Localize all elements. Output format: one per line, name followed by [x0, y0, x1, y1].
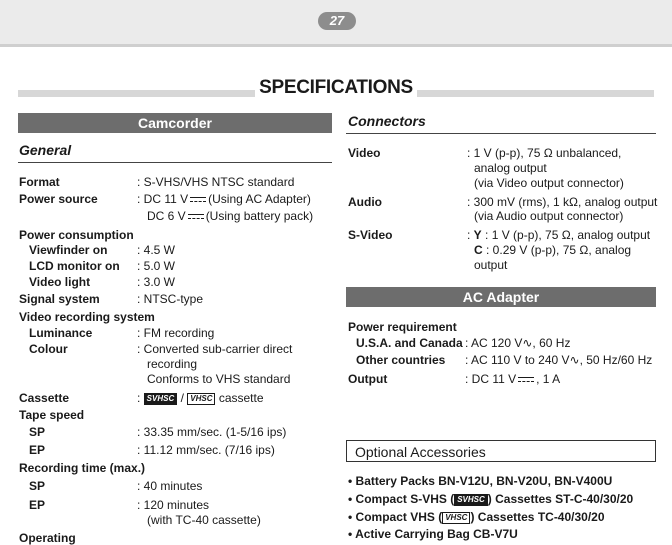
general-rule	[18, 162, 332, 163]
format-label: Format	[19, 175, 60, 189]
svhs-c-logo: SVHSC	[144, 393, 178, 405]
cassette-value: : SVHSC / VHSC cassette	[137, 391, 264, 405]
connectors-heading: Connectors	[348, 113, 426, 129]
page-title: SPECIFICATIONS	[0, 77, 672, 99]
colour-value-3: Conforms to VHS standard	[147, 372, 291, 386]
sp2-label: SP	[29, 479, 46, 493]
power-source-value-1: : DC 11 V (Using AC Adapter)	[137, 192, 311, 206]
sp2-value: : 40 minutes	[137, 479, 203, 493]
usa-label: U.S.A. and Canada	[356, 336, 463, 350]
vhs-c-logo: VHSC	[187, 393, 215, 405]
viewfinder-label: Viewfinder on	[29, 243, 108, 257]
power-source-value-2: DC 6 V (Using battery pack)	[147, 209, 314, 223]
svhs-c-logo: SVHSC	[454, 494, 488, 506]
power-requirement-label: Power requirement	[348, 320, 457, 334]
accessory-item: • Battery Packs BN-V12U, BN-V20U, BN-V400U	[348, 474, 613, 488]
ac-adapter-section-bar: AC Adapter	[346, 287, 656, 307]
colour-value-1: : Converted sub-carrier direct	[137, 342, 293, 356]
cassette-label: Cassette	[19, 391, 70, 405]
audio-label: Audio	[348, 195, 382, 209]
connectors-rule	[346, 133, 656, 134]
ep-label: EP	[29, 443, 46, 457]
ep2-value-2: (with TC-40 cassette)	[147, 513, 261, 527]
lcd-value: : 5.0 W	[137, 259, 176, 273]
format-value: : S-VHS/VHS NTSC standard	[137, 175, 295, 189]
video-recording-label: Video recording system	[19, 310, 155, 324]
top-band-rule	[0, 44, 672, 47]
colour-value-2: recording	[147, 357, 198, 371]
dc-symbol-icon	[518, 377, 534, 383]
operating-label: Operating	[19, 531, 76, 545]
dc-symbol-icon	[188, 214, 204, 220]
svideo-value-1: : Y : 1 V (p-p), 75 Ω, analog output	[467, 228, 651, 242]
output-label: Output	[348, 372, 388, 386]
signal-system-label: Signal system	[19, 292, 100, 306]
viewfinder-value: : 4.5 W	[137, 243, 176, 257]
other-countries-value: : AC 110 V to 240 V∿, 50 Hz/60 Hz	[465, 353, 653, 367]
ep2-value-1: : 120 minutes	[137, 498, 210, 512]
recording-time-label: Recording time (max.)	[19, 461, 146, 475]
accessory-item: • Compact VHS ( VHSC ) Cassettes TC-40/30/20	[348, 510, 605, 524]
general-heading: General	[19, 142, 72, 158]
luminance-value: : FM recording	[137, 326, 215, 340]
video-light-label: Video light	[29, 275, 91, 289]
usa-value: : AC 120 V∿, 60 Hz	[465, 336, 571, 350]
camcorder-section-bar: Camcorder	[18, 113, 332, 133]
other-countries-label: Other countries	[356, 353, 446, 367]
ep-value: : 11.12 mm/sec. (7/16 ips)	[137, 443, 275, 457]
sp-value: : 33.35 mm/sec. (1-5/16 ips)	[137, 425, 287, 439]
accessory-item: • Compact S-VHS ( SVHSC ) Cassettes ST-C-40/30/20	[348, 492, 634, 506]
video-label: Video	[348, 146, 381, 160]
svideo-value-2: C : 0.29 V (p-p), 75 Ω, analog	[474, 243, 632, 257]
power-source-label: Power source	[19, 192, 98, 206]
dc-symbol-icon	[190, 197, 206, 203]
power-consumption-label: Power consumption	[19, 228, 134, 242]
audio-value-1: : 300 mV (rms), 1 kΩ, analog output	[467, 195, 658, 209]
luminance-label: Luminance	[29, 326, 93, 340]
video-value-2: analog output	[474, 161, 547, 175]
svideo-value-3: output	[474, 258, 508, 272]
vhs-c-logo: VHSC	[442, 512, 470, 524]
video-light-value: : 3.0 W	[137, 275, 176, 289]
page-number-badge: 27	[318, 12, 356, 30]
colour-label: Colour	[29, 342, 68, 356]
video-value-3: (via Video output connector)	[474, 176, 624, 190]
lcd-label: LCD monitor on	[29, 259, 120, 273]
optional-accessories-heading: Optional Accessories	[346, 440, 656, 462]
audio-value-2: (via Audio output connector)	[474, 209, 624, 223]
ep2-label: EP	[29, 498, 46, 512]
tape-speed-label: Tape speed	[19, 408, 85, 422]
video-value-1: : 1 V (p-p), 75 Ω unbalanced,	[467, 146, 622, 160]
signal-system-value: : NTSC-type	[137, 292, 204, 306]
accessory-item: • Active Carrying Bag CB-V7U	[348, 527, 518, 541]
svideo-label: S-Video	[348, 228, 393, 242]
output-value: : DC 11 V , 1 A	[465, 372, 561, 386]
sp-label: SP	[29, 425, 46, 439]
